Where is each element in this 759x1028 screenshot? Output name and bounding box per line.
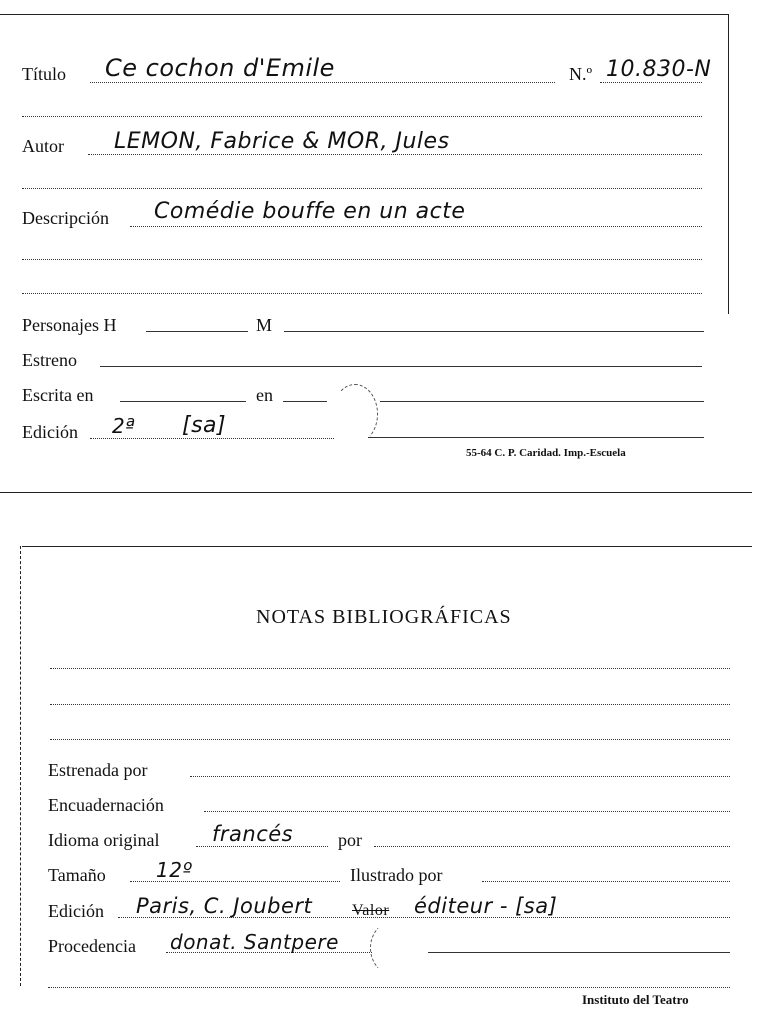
top-card-border-right xyxy=(728,14,729,314)
bottom-card-border-left xyxy=(20,546,21,986)
bottom-line xyxy=(48,987,730,988)
titulo-value: Ce cochon d'Emile xyxy=(105,54,335,82)
descripcion-line xyxy=(130,226,702,227)
idioma-por-line xyxy=(374,846,730,847)
edicion-value-2: [sa] xyxy=(182,413,227,438)
procedencia-label: Procedencia xyxy=(48,936,136,956)
edicion-value-1: 2ª xyxy=(112,414,136,438)
notas-line-1 xyxy=(50,668,730,669)
encuadernacion-line xyxy=(204,811,730,812)
edicion-bottom-value-1: Paris, C. Joubert xyxy=(136,894,313,918)
instituto-footer: Instituto del Teatro xyxy=(582,992,689,1007)
top-card-border-top xyxy=(0,14,728,15)
idioma-por-label: por xyxy=(338,830,362,850)
autor-label: Autor xyxy=(22,136,64,156)
numero-line xyxy=(600,82,702,83)
edicion-bottom-value-2: éditeur - [sa] xyxy=(414,894,558,918)
estrenada-line xyxy=(190,776,730,777)
personajes-h-line xyxy=(146,331,248,332)
estrenada-label: Estrenada por xyxy=(48,760,148,780)
idioma-value: francés xyxy=(212,822,294,846)
estreno-label: Estreno xyxy=(22,350,77,370)
tamano-label: Tamaño xyxy=(48,865,106,885)
escrita-en-line-2 xyxy=(380,401,704,402)
procedencia-value: donat. Santpere xyxy=(170,930,339,954)
titulo-line xyxy=(90,82,555,83)
card-divider xyxy=(0,492,752,493)
procedencia-line-2 xyxy=(428,952,730,953)
notas-line-2 xyxy=(50,704,730,705)
notas-heading: NOTAS BIBLIOGRÁFICAS xyxy=(256,606,512,628)
personajes-label: Personajes H xyxy=(22,315,117,335)
numero-label: N.º xyxy=(569,64,593,84)
encuadernacion-label: Encuadernación xyxy=(48,795,164,815)
personajes-m-line xyxy=(284,331,704,332)
idioma-line xyxy=(196,846,328,847)
titulo-extra-line xyxy=(22,116,702,117)
escrita-en-label: en xyxy=(256,385,273,405)
escrita-line xyxy=(120,401,246,402)
estreno-line xyxy=(100,366,702,367)
edicion-line-1 xyxy=(90,438,334,439)
autor-line xyxy=(88,154,702,155)
titulo-label: Título xyxy=(22,64,66,84)
tamano-value: 12º xyxy=(156,858,193,882)
autor-value: LEMON, Fabrice & MOR, Jules xyxy=(114,129,450,154)
ilustrado-label: Ilustrado por xyxy=(350,865,443,885)
top-stamp-circle xyxy=(332,384,378,444)
escrita-label: Escrita en xyxy=(22,385,94,405)
bottom-card-border-top xyxy=(22,546,752,547)
idioma-label: Idioma original xyxy=(48,830,160,850)
descripcion-extra-line-1 xyxy=(22,259,702,260)
notas-line-3 xyxy=(50,739,730,740)
printer-note: 55-64 C. P. Caridad. Imp.-Escuela xyxy=(466,447,626,459)
autor-extra-line xyxy=(22,188,702,189)
descripcion-label: Descripción xyxy=(22,208,109,228)
ilustrado-line xyxy=(482,881,730,882)
numero-value: 10.830-N xyxy=(606,57,712,82)
descripcion-extra-line-2 xyxy=(22,293,702,294)
bottom-stamp-circle xyxy=(370,920,420,976)
edicion-bottom-struck: Valor xyxy=(352,902,390,919)
edicion-line-2 xyxy=(368,437,704,438)
descripcion-value: Comédie bouffe en un acte xyxy=(154,199,466,224)
edicion-label: Edición xyxy=(22,422,78,442)
edicion-bottom-label: Edición xyxy=(48,901,104,921)
personajes-m-label: M xyxy=(256,315,273,335)
escrita-en-line-1 xyxy=(283,401,327,402)
